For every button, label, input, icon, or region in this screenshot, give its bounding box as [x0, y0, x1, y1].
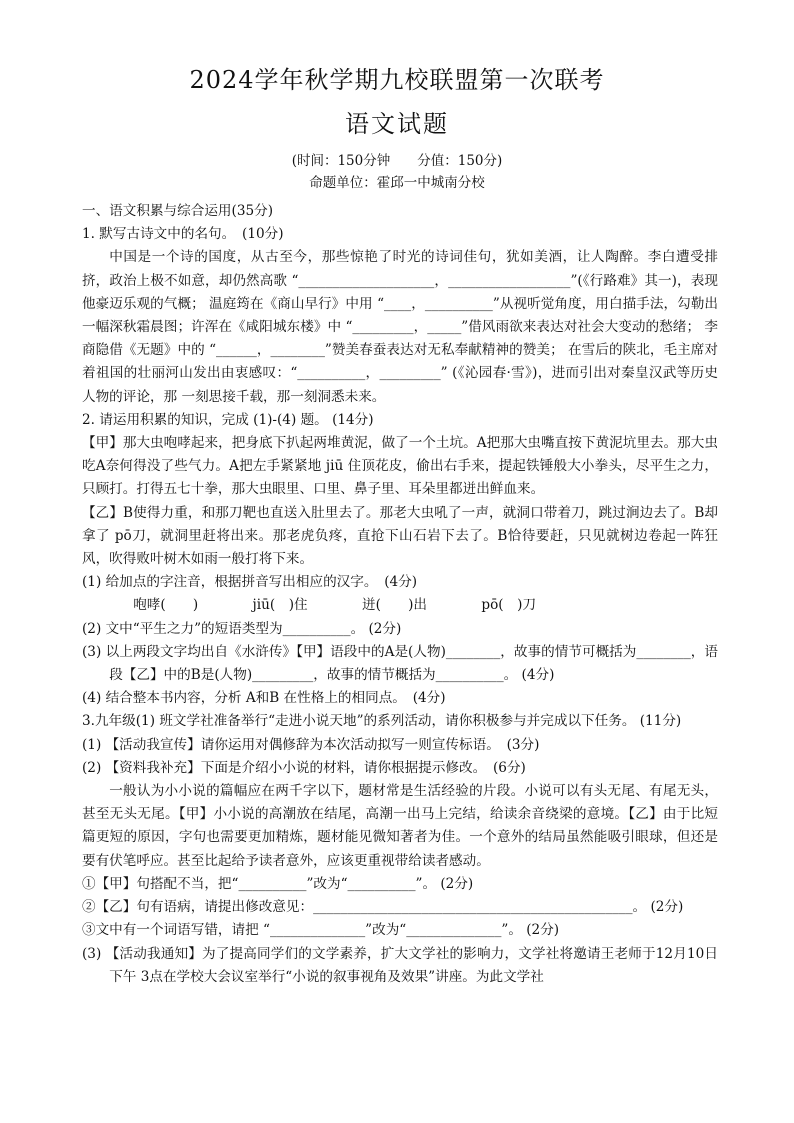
question-3-2-a: ①【甲】句搭配不当，把“__________”改为“__________”。 (2分): [82, 875, 474, 892]
question-1-title: 1. 默写古诗文中的名句。 (10分): [82, 226, 284, 243]
question-2-title: 2. 请运用积累的知识，完成 (1)-(4) 题。 (14分): [82, 411, 374, 428]
question-3-title: 3.九年级(1) 班文学社准备举行“走进小说天地”的系列活动，请你积极参与并完成以下任务。 (11分): [82, 713, 682, 730]
question-2-1: (1) 给加点的字注音，根据拼音写出相应的汉字。 (4分): [82, 574, 418, 591]
question-3-2-b: ②【乙】句有语病，请提出修改意见：_______________________________________________。 (2分): [82, 899, 684, 916]
exam-subject: 语文试题: [345, 110, 449, 138]
question-2-1-blanks: 咆哮( ) jiū( )住 迸( )出 pō( )刀: [133, 597, 537, 614]
setter-unit: 命题单位：霍邱一中城南分校: [309, 175, 485, 191]
section-heading: 一、语文积累与综合运用(35分): [82, 203, 274, 219]
question-3-2-c: ③文中有一个词语写错，请把 “______________”改为“______________”。 (2分): [82, 922, 560, 939]
question-3-3: (3) 【活动我通知】为了提高同学们的文学素养，扩大文学社的影响力，文学社将邀请王老师于12月10日下午 3点在学校大会议室举行“小说的叙事视角及效果”讲座。为此文学社: [82, 945, 718, 985]
question-1-text: 中国是一个诗的国度，从古至今，那些惊艳了时光的诗词佳句，犹如美酒，让人陶醉。李白遭受排挤，政治上极不如意，却仍然高歌 “____________________，__________________”(《行路难》其一)，表现他豪迈乐观的气概； 温庭筠在《商山早行》中用 “____，__________”从视听觉角度，用白描手法，勾勒出一幅深秋霜晨图；许浑在《咸阳城东楼》中 “_________，_____”借风雨欲来表达对社会大变动的愁绪； 李商隐借《无题》中的 “______，________”赞美春蚕表达对无私奉献精神的赞美； 在雪后的陕北，毛主席对着祖国的壮丽河山发出由衷感叹：“__________，_________” (《沁园春·雪》)，进而引出对秦皇汉武等历史人物的评论，那 一刻思接千载，那一刻洞悉未来。: [82, 249, 718, 405]
passage-jia: 【甲】那大虫咆哮起来，把身底下扒起两堆黄泥，做了一个土坑。A把那大虫嘴直按下黄泥坑里去。那大虫吃A奈何得没了些气力。A把左手紧紧地 jiū 住顶花皮，偷出右手来，提起铁锤般大小拳头，尽平生之力，只顾打。打得五七十拳，那大虫眼里、口里、鼻子里、耳朵里都迸出鲜血来。: [82, 435, 718, 498]
question-3-1: (1) 【活动我宣传】请你运用对偶修辞为本次活动拟写一则宣传标语。 (3分): [82, 736, 540, 753]
question-3-2-text: 一般认为小小说的篇幅应在两千字以下，题材常是生活经验的片段。小说可以有头无尾、有尾无头，甚至无头无尾。【甲】小小说的高潮放在结尾，高潮一出马上完结，给读余音绕梁的意境。【乙】由于比短篇更短的原因，字句也需要更加精炼，题材能见微知著者为佳。一个意外的结局虽然能吸引眼球，但还是要有伏笔呼应。甚至比起给予读者意外，应该更重视带给读者感动。: [82, 783, 718, 869]
exam-content: [82, 200, 718, 989]
time-and-score: (时间：150分钟 分值：150分): [291, 153, 503, 169]
question-2-3: (3) 以上两段文字均出自《水浒传》【甲】语段中的A是(人物)________，故事的情节可概括为________，语段【乙】中的B是(人物)_________，故事的情节概括为__________。 (4分): [82, 643, 718, 684]
exam-title: 2024学年秋学期九校联盟第一次联考: [189, 66, 605, 94]
passage-yi: 【乙】B使得力重，和那刀靶也直送入肚里去了。那老大虫吼了一声，就洞口带着刀，跳过涧边去了。B却拿了 pō刀，就洞里赶将出来。那老虎负疼，直抢下山石岩下去了。B恰待要赶，只见就树边卷起一阵狂风，吹得败叶树木如雨一般打将下来。: [82, 504, 718, 568]
question-2-2: (2) 文中“平生之力”的短语类型为__________。 (2分): [82, 620, 402, 637]
question-3-2: (2) 【资料我补充】下面是介绍小小说的材料，请你根据提示修改。 (6分): [82, 759, 526, 776]
question-2-4: (4) 结合整本书内容，分析 A和B 在性格上的相同点。 (4分): [82, 690, 446, 707]
